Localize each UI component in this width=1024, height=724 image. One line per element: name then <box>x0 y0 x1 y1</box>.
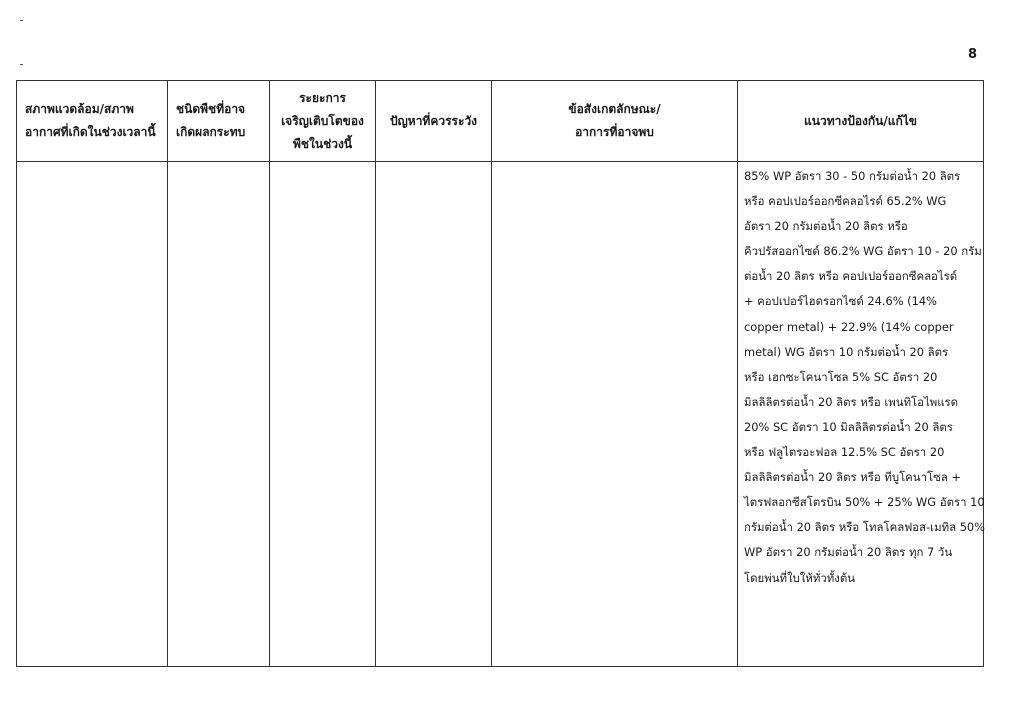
pest-management-table <box>16 80 984 667</box>
cell-symptoms <box>492 162 738 667</box>
header-line: ชนิดพืชที่อาจ <box>176 102 246 116</box>
cell-growth-stage <box>270 162 376 667</box>
scan-mark <box>20 64 23 65</box>
header-line: อากาศที่เกิดในช่วงเวลานี้ <box>25 125 156 139</box>
header-crop-type <box>168 81 270 162</box>
header-problem <box>376 81 492 162</box>
header-line: เจริญเติบโตของ <box>281 113 364 128</box>
prevention-text-line: มิลลิลิตรต่อน้ำ 20 ลิตร หรือ เพนทิโอไพแรด <box>744 394 959 409</box>
header-symptoms <box>492 81 738 162</box>
prevention-text-line: WP อัตรา 20 กรัมต่อน้ำ 20 ลิตร ทุก 7 วัน <box>744 545 953 560</box>
prevention-text-line: มิลลิลิตรต่อน้ำ 20 ลิตร หรือ ทีบูโคนาโซล + <box>744 470 961 485</box>
cell-problem <box>376 162 492 667</box>
header-line: สภาพแวดล้อม/สภาพ <box>25 102 134 116</box>
prevention-text-line: อัตรา 20 กรัมต่อน้ำ 20 ลิตร หรือ <box>744 219 908 234</box>
table-header-row <box>17 81 984 162</box>
prevention-text-line: หรือ คอปเปอร์ออกซีคลอไรด์ 65.2% WG <box>744 194 947 209</box>
prevention-text-line: คิวปรัสออกไซด์ 86.2% WG อัตรา 10 - 20 กรัม <box>744 244 982 259</box>
table-row <box>17 162 984 667</box>
header-line: อาการที่อาจพบ <box>575 125 654 139</box>
prevention-text-line: 20% SC อัตรา 10 มิลลิลิตรต่อน้ำ 20 ลิตร <box>744 419 953 434</box>
header-environment <box>17 81 168 162</box>
prevention-text-line: ไตรฟลอกซีสโตรบิน 50% + 25% WG อัตรา 10 <box>744 495 985 510</box>
prevention-text-line: copper metal) + 22.9% (14% copper <box>744 319 954 334</box>
prevention-text-line: หรือ เฮกซะโคนาโซล 5% SC อัตรา 20 <box>744 369 938 384</box>
header-line: พืชในช่วงนี้ <box>292 136 353 151</box>
header-prevention <box>738 81 984 162</box>
header-line: ปัญหาที่ควรระวัง <box>389 113 478 128</box>
prevention-text-line: หรือ ฟลูไตรอะฟอล 12.5% SC อัตรา 20 <box>744 445 945 460</box>
header-growth-stage <box>270 81 376 162</box>
page-number: 8 <box>968 47 978 62</box>
cell-crop-type <box>168 162 270 667</box>
prevention-text-line: + คอปเปอร์ไฮดรอกไซด์ 24.6% (14% <box>744 294 937 309</box>
cell-prevention <box>738 162 984 667</box>
cell-environment <box>17 162 168 667</box>
prevention-text-line: metal) WG อัตรา 10 กรัมต่อน้ำ 20 ลิตร <box>744 344 949 359</box>
scan-mark <box>20 20 23 21</box>
prevention-text-line: กรัมต่อน้ำ 20 ลิตร หรือ โทลโคลฟอส-เมทิล 50% <box>744 520 986 535</box>
prevention-text-line: ต่อน้ำ 20 ลิตร หรือ คอปเปอร์ออกซีคลอไรด์ <box>744 269 958 284</box>
header-line: เกิดผลกระทบ <box>176 125 246 139</box>
prevention-text-line: โดยพ่นที่ใบให้ทั่วทั้งต้น <box>744 570 856 585</box>
header-line: แนวทางป้องกัน/แก้ไข <box>804 113 917 128</box>
prevention-text-line: 85% WP อัตรา 30 - 50 กรัมต่อน้ำ 20 ลิตร <box>744 169 961 183</box>
header-line: ข้อสังเกตลักษณะ/ <box>568 102 661 116</box>
header-line: ระยะการ <box>299 90 346 105</box>
